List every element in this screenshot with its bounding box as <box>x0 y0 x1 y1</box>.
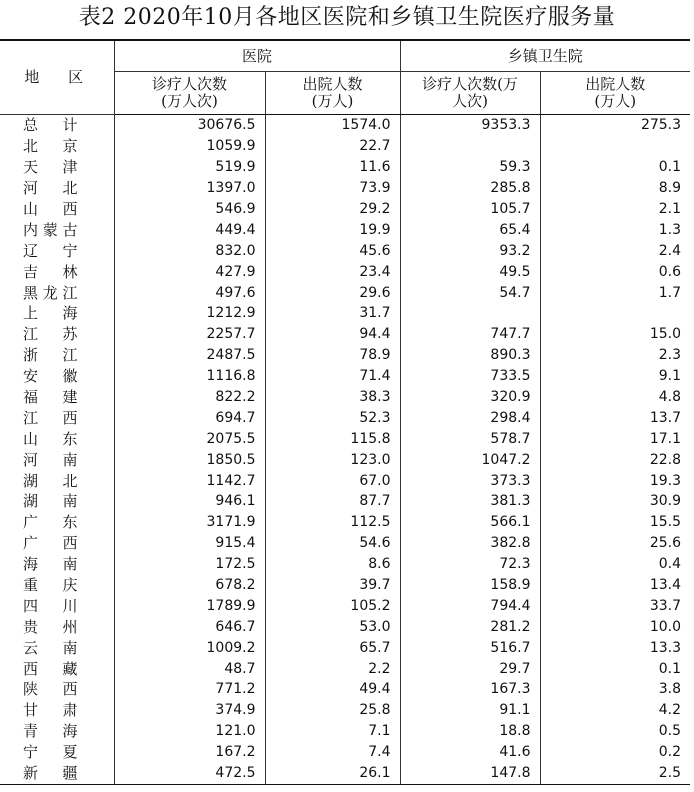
township-visits-cell: 382.8 <box>400 533 540 554</box>
table-row <box>0 491 690 512</box>
hospital-discharges-cell: 25.8 <box>265 700 400 721</box>
hospital-discharges-cell: 26.1 <box>265 763 400 784</box>
township-discharges-cell: 3.8 <box>658 681 682 698</box>
township-visits-cell: 49.5 <box>400 261 540 282</box>
township-visits-cell: 285.8 <box>400 178 540 199</box>
township-discharges-cell: 30.9 <box>649 493 682 510</box>
hospital-visits-cell: 1397.0 <box>114 178 265 199</box>
hospital-discharges-cell: 29.2 <box>265 199 400 220</box>
hospital-discharges-cell: 7.4 <box>265 742 400 763</box>
hospital-visits-cell: 172.5 <box>114 554 265 575</box>
township-visits-cell: 105.7 <box>400 199 540 220</box>
region-name-cell: 海南 <box>0 554 114 575</box>
region-name-cell: 四川 <box>0 595 114 616</box>
table-row <box>0 115 690 136</box>
table-row <box>0 637 690 658</box>
hospital-discharges-cell: 94.4 <box>265 324 400 345</box>
township-discharges-cell: 4.2 <box>658 702 682 719</box>
region-name-cell: 辽宁 <box>0 240 114 261</box>
township-discharges-cell: 33.7 <box>649 597 682 614</box>
region-name-cell: 福建 <box>0 387 114 408</box>
table-row <box>0 136 690 157</box>
hospital-visits-cell: 427.9 <box>114 261 265 282</box>
table-row <box>0 616 690 637</box>
service-volume-table <box>0 39 690 785</box>
hospital-discharges-cell: 54.6 <box>265 533 400 554</box>
township-visits-cell: 1047.2 <box>400 449 540 470</box>
region-name-cell: 天津 <box>0 157 114 178</box>
hospital-discharges-cell: 29.6 <box>265 282 400 303</box>
region-name-cell: 内蒙古 <box>0 219 114 240</box>
township-visits-cell: 54.7 <box>400 282 540 303</box>
region-name-cell: 黑龙江 <box>0 282 114 303</box>
township-discharges-cell: 10.0 <box>649 618 682 635</box>
township-discharges-cell: 1.7 <box>658 284 682 301</box>
hospital-discharges-cell: 39.7 <box>265 575 400 596</box>
township-visits-cell: 91.1 <box>400 700 540 721</box>
region-name-cell: 甘肃 <box>0 700 114 721</box>
region-name-cell: 陕西 <box>0 679 114 700</box>
township-visits-cell: 59.3 <box>400 157 540 178</box>
table-row <box>0 763 690 784</box>
region-name-cell: 江西 <box>0 407 114 428</box>
township-visits-cell: 147.8 <box>400 763 540 784</box>
hospital-discharges-cell: 67.0 <box>265 470 400 491</box>
hospital-visits-cell: 2487.5 <box>114 345 265 366</box>
hospital-visits-cell: 832.0 <box>114 240 265 261</box>
hospital-visits-cell: 3171.9 <box>114 512 265 533</box>
township-discharges-cell: 0.5 <box>658 723 682 740</box>
table-title: 表2 2020年10月各地区医院和乡镇卫生院医疗服务量 <box>78 5 616 30</box>
township-discharges-cell: 13.4 <box>649 577 682 594</box>
region-name-cell: 山西 <box>0 199 114 220</box>
township-discharges-cell: 0.2 <box>658 744 682 761</box>
table-row <box>0 366 690 387</box>
township-visits-cell: 373.3 <box>400 470 540 491</box>
township-visits-cell <box>400 303 540 324</box>
table-row <box>0 679 690 700</box>
township-visits-cell: 381.3 <box>400 491 540 512</box>
township-discharges-cell: 15.0 <box>649 326 682 343</box>
township-discharges-cell: 13.3 <box>649 639 682 656</box>
township-discharges-cell: 8.9 <box>658 180 682 197</box>
hospital-discharges-cell: 19.9 <box>265 219 400 240</box>
table-row <box>0 658 690 679</box>
region-name-cell: 西藏 <box>0 658 114 679</box>
table-row <box>0 470 690 491</box>
township-discharges-cell: 2.4 <box>658 242 682 259</box>
hospital-visits-cell: 771.2 <box>114 679 265 700</box>
township-discharges-cell: 4.8 <box>658 389 682 406</box>
township-discharges-cell <box>540 136 690 157</box>
township-visits-cell: 29.7 <box>400 658 540 679</box>
hospital-discharges-cell: 65.7 <box>265 637 400 658</box>
township-visits-cell: 794.4 <box>400 595 540 616</box>
region-name-cell: 吉林 <box>0 261 114 282</box>
hospital-discharges-cell: 31.7 <box>265 303 400 324</box>
township-visits-header: 诊疗人次数(万 人次) <box>400 72 540 115</box>
township-visits-cell: 72.3 <box>400 554 540 575</box>
township-discharges-cell: 1.3 <box>658 221 682 238</box>
table-row <box>0 721 690 742</box>
hospital-discharges-cell: 53.0 <box>265 616 400 637</box>
township-discharges-cell: 9.1 <box>658 368 682 385</box>
hospital-visits-cell: 48.7 <box>114 658 265 679</box>
hospital-visits-cell: 374.9 <box>114 700 265 721</box>
township-visits-cell: 41.6 <box>400 742 540 763</box>
hospital-visits-cell: 519.9 <box>114 157 265 178</box>
township-discharges-cell: 0.1 <box>658 660 682 677</box>
township-discharges-header: 出院人数 (万人) <box>540 72 690 115</box>
table-row <box>0 595 690 616</box>
region-name-cell: 广东 <box>0 512 114 533</box>
hospital-discharges-cell: 115.8 <box>265 428 400 449</box>
table-row <box>0 449 690 470</box>
hospital-visits-cell: 678.2 <box>114 575 265 596</box>
township-visits-cell: 320.9 <box>400 387 540 408</box>
region-name-cell: 安徽 <box>0 366 114 387</box>
table-row <box>0 387 690 408</box>
table-row <box>0 428 690 449</box>
hospital-discharges-cell: 112.5 <box>265 512 400 533</box>
hospital-visits-cell: 121.0 <box>114 721 265 742</box>
hospital-discharges-cell: 2.2 <box>265 658 400 679</box>
hospital-discharges-cell: 105.2 <box>265 595 400 616</box>
township-visits-cell: 65.4 <box>400 219 540 240</box>
table-row <box>0 261 690 282</box>
township-visits-cell: 298.4 <box>400 407 540 428</box>
township-visits-cell <box>400 136 540 157</box>
township-discharges-cell: 17.1 <box>649 430 682 447</box>
region-name-cell: 宁夏 <box>0 742 114 763</box>
hospital-discharges-cell: 8.6 <box>265 554 400 575</box>
hospital-visits-cell: 822.2 <box>114 387 265 408</box>
table-row <box>0 512 690 533</box>
region-name-cell: 重庆 <box>0 575 114 596</box>
township-group-header: 乡镇卫生院 <box>400 40 690 72</box>
table-row <box>0 742 690 763</box>
township-discharges-cell: 0.4 <box>658 556 682 573</box>
hospital-visits-cell: 546.9 <box>114 199 265 220</box>
hospital-visits-cell: 497.6 <box>114 282 265 303</box>
township-visits-cell: 747.7 <box>400 324 540 345</box>
hospital-visits-cell: 915.4 <box>114 533 265 554</box>
hospital-discharges-cell: 52.3 <box>265 407 400 428</box>
table-row <box>0 407 690 428</box>
table-row <box>0 240 690 261</box>
hospital-visits-cell: 30676.5 <box>114 115 265 136</box>
region-name-cell: 湖南 <box>0 491 114 512</box>
hospital-discharges-cell: 22.7 <box>265 136 400 157</box>
region-name-cell: 贵州 <box>0 616 114 637</box>
township-visits-cell: 516.7 <box>400 637 540 658</box>
hospital-visits-cell: 946.1 <box>114 491 265 512</box>
hospital-visits-cell: 1212.9 <box>114 303 265 324</box>
township-visits-cell: 281.2 <box>400 616 540 637</box>
township-visits-cell: 93.2 <box>400 240 540 261</box>
hospital-group-header: 医院 <box>114 40 400 72</box>
region-name-cell: 山东 <box>0 428 114 449</box>
hospital-visits-cell: 2257.7 <box>114 324 265 345</box>
township-discharges-cell: 2.5 <box>540 763 690 784</box>
region-header: 地 区 <box>0 40 114 115</box>
township-discharges-cell: 2.3 <box>658 347 682 364</box>
table-row <box>0 199 690 220</box>
hospital-visits-cell: 1009.2 <box>114 637 265 658</box>
table-row <box>0 533 690 554</box>
hospital-visits-cell: 472.5 <box>114 763 265 784</box>
region-name-cell: 湖北 <box>0 470 114 491</box>
hospital-discharges-cell: 38.3 <box>265 387 400 408</box>
hospital-discharges-cell: 123.0 <box>265 449 400 470</box>
township-discharges-cell: 0.1 <box>658 159 682 176</box>
township-visits-cell: 890.3 <box>400 345 540 366</box>
table-row <box>0 700 690 721</box>
hospital-discharges-cell: 11.6 <box>265 157 400 178</box>
township-discharges-cell: 15.5 <box>649 514 682 531</box>
region-name-cell: 河北 <box>0 178 114 199</box>
hospital-visits-cell: 694.7 <box>114 407 265 428</box>
hospital-discharges-cell: 49.4 <box>265 679 400 700</box>
township-discharges-cell: 275.3 <box>640 117 682 134</box>
hospital-discharges-cell: 23.4 <box>265 261 400 282</box>
region-name-cell: 河南 <box>0 449 114 470</box>
township-discharges-cell <box>540 303 690 324</box>
township-discharges-cell: 22.8 <box>649 451 682 468</box>
hospital-visits-cell: 167.2 <box>114 742 265 763</box>
township-visits-cell: 9353.3 <box>400 115 540 136</box>
township-visits-cell: 733.5 <box>400 366 540 387</box>
region-name-cell: 江苏 <box>0 324 114 345</box>
hospital-visits-cell: 1850.5 <box>114 449 265 470</box>
table-row <box>0 575 690 596</box>
hospital-discharges-cell: 1574.0 <box>265 115 400 136</box>
township-visits-cell: 18.8 <box>400 721 540 742</box>
hospital-visits-header: 诊疗人次数 (万人次) <box>114 72 265 115</box>
table-row <box>0 303 690 324</box>
table-body <box>0 115 690 785</box>
region-name-cell: 上海 <box>0 303 114 324</box>
table-row <box>0 345 690 366</box>
table-row <box>0 282 690 303</box>
township-discharges-cell: 19.3 <box>649 472 682 489</box>
hospital-discharges-cell: 73.9 <box>265 178 400 199</box>
hospital-visits-cell: 1789.9 <box>114 595 265 616</box>
township-discharges-cell: 0.6 <box>658 263 682 280</box>
region-name-cell: 总计 <box>0 115 114 136</box>
township-visits-cell: 566.1 <box>400 512 540 533</box>
region-name-cell: 云南 <box>0 637 114 658</box>
region-name-cell: 北京 <box>0 136 114 157</box>
hospital-visits-cell: 1059.9 <box>114 136 265 157</box>
hospital-visits-cell: 1142.7 <box>114 470 265 491</box>
hospital-discharges-cell: 45.6 <box>265 240 400 261</box>
hospital-visits-cell: 1116.8 <box>114 366 265 387</box>
hospital-discharges-cell: 78.9 <box>265 345 400 366</box>
hospital-discharges-cell: 87.7 <box>265 491 400 512</box>
table-row <box>0 178 690 199</box>
hospital-visits-cell: 2075.5 <box>114 428 265 449</box>
township-discharges-cell: 25.6 <box>649 535 682 552</box>
hospital-discharges-cell: 7.1 <box>265 721 400 742</box>
hospital-visits-cell: 646.7 <box>114 616 265 637</box>
region-name-cell: 广西 <box>0 533 114 554</box>
table-row <box>0 554 690 575</box>
hospital-visits-cell: 449.4 <box>114 219 265 240</box>
township-visits-cell: 578.7 <box>400 428 540 449</box>
table-row <box>0 157 690 178</box>
hospital-discharges-cell: 71.4 <box>265 366 400 387</box>
table-row <box>0 324 690 345</box>
township-visits-cell: 167.3 <box>400 679 540 700</box>
region-name-cell: 青海 <box>0 721 114 742</box>
township-visits-cell: 158.9 <box>400 575 540 596</box>
region-name-cell: 新疆 <box>0 763 114 784</box>
township-discharges-cell: 13.7 <box>649 409 682 426</box>
township-discharges-cell: 2.1 <box>658 201 682 217</box>
table-row <box>0 219 690 240</box>
region-name-cell: 浙江 <box>0 345 114 366</box>
hospital-discharges-header: 出院人数 (万人) <box>265 72 400 115</box>
